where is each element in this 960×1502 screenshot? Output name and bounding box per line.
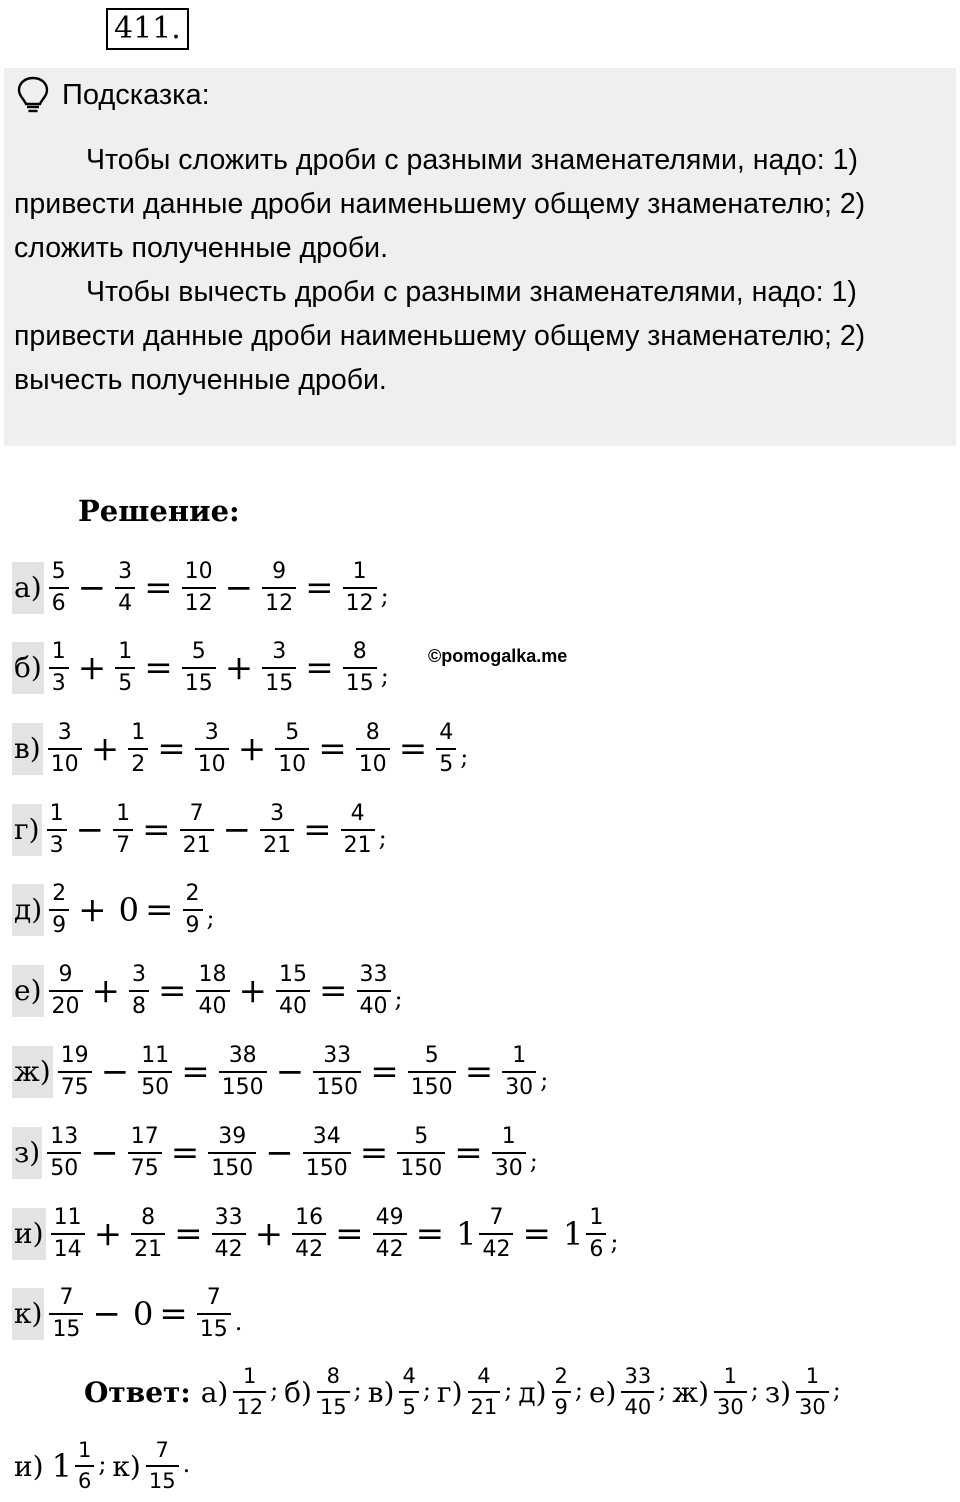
operator: = — [454, 1133, 483, 1173]
numerator: 33 — [323, 1043, 352, 1068]
denominator: 40 — [276, 990, 310, 1020]
operator: = — [415, 1214, 445, 1254]
denominator: 30 — [796, 1391, 829, 1420]
equation-row — [12, 953, 403, 1029]
answer-item — [284, 1364, 362, 1420]
operator: − — [100, 1052, 130, 1092]
numerator: 33 — [624, 1364, 652, 1388]
punctuation: ; — [750, 1376, 759, 1404]
fraction — [262, 639, 296, 697]
fraction — [58, 1043, 92, 1101]
numerator: 3 — [132, 962, 146, 987]
fraction — [373, 1205, 407, 1263]
denominator: 150 — [313, 1071, 361, 1101]
hint-title-text: Подсказка: — [62, 78, 210, 111]
answer-line — [84, 1356, 847, 1428]
item-label: в) — [12, 723, 43, 775]
operator: = — [158, 971, 187, 1011]
answer-item-label: б) — [284, 1375, 312, 1409]
fraction — [586, 1205, 606, 1263]
numerator: 39 — [218, 1124, 247, 1149]
denominator: 2 — [128, 748, 148, 778]
operator: = — [181, 1052, 210, 1092]
denominator: 40 — [357, 990, 391, 1020]
fraction — [357, 962, 391, 1020]
numerator: 7 — [189, 801, 204, 826]
answer-item-label: з) — [764, 1375, 792, 1409]
fraction — [197, 1285, 231, 1343]
answer-item — [112, 1438, 190, 1494]
item-label: г) — [12, 804, 42, 856]
fraction — [408, 1043, 456, 1101]
operator: − — [222, 810, 252, 850]
item-label: д) — [12, 884, 44, 936]
answer-item — [201, 1364, 278, 1420]
denominator: 40 — [621, 1391, 654, 1420]
numerator: 1 — [723, 1364, 738, 1388]
fraction — [138, 1043, 172, 1101]
numerator: 1 — [501, 1124, 516, 1149]
denominator: 42 — [479, 1233, 513, 1263]
answer-item-label: е) — [588, 1375, 617, 1409]
numerator: 19 — [60, 1043, 89, 1068]
denominator: 15 — [197, 1313, 231, 1343]
denominator: 21 — [180, 829, 214, 859]
denominator: 15 — [146, 1465, 179, 1494]
denominator: 40 — [196, 990, 230, 1020]
fraction — [343, 639, 377, 697]
numerator: 1 — [77, 1438, 92, 1462]
answer-item-label: и) — [14, 1449, 44, 1483]
operator: = — [142, 810, 171, 850]
punctuation: ; — [206, 904, 215, 932]
fraction — [714, 1364, 747, 1420]
answer-item-label: д) — [518, 1375, 547, 1409]
operator: + — [254, 1214, 284, 1254]
numerator: 34 — [312, 1124, 341, 1149]
integer: 1 — [562, 1215, 584, 1253]
fraction — [468, 1364, 501, 1420]
denominator: 4 — [115, 587, 135, 617]
numerator: 9 — [58, 962, 73, 987]
fraction — [292, 1205, 326, 1263]
fraction — [356, 720, 390, 778]
denominator: 10 — [48, 748, 82, 778]
denominator: 7 — [113, 829, 133, 859]
task-number: 411. — [106, 8, 189, 50]
fraction — [303, 1124, 351, 1182]
numerator: 1 — [512, 1043, 527, 1068]
denominator: 42 — [212, 1233, 246, 1263]
denominator: 12 — [262, 587, 296, 617]
denominator: 12 — [343, 587, 377, 617]
numerator: 49 — [375, 1205, 404, 1230]
operator: = — [359, 1133, 389, 1173]
numerator: 18 — [198, 962, 227, 987]
answer-label: Ответ: — [84, 1375, 191, 1409]
denominator: 6 — [75, 1465, 94, 1494]
denominator: 15 — [262, 667, 296, 697]
fraction — [146, 1438, 179, 1494]
answer-item-label: г) — [436, 1375, 463, 1409]
numerator: 1 — [589, 1205, 604, 1230]
fraction — [115, 559, 135, 617]
answer-item — [589, 1364, 666, 1420]
operator: = — [174, 1214, 203, 1254]
denominator: 150 — [397, 1152, 445, 1182]
operator: − — [90, 1133, 119, 1173]
punctuation: ; — [98, 1450, 107, 1478]
fraction — [219, 1043, 267, 1101]
equation-row — [12, 711, 468, 787]
operator: = — [335, 1214, 364, 1254]
operator: = — [170, 1133, 200, 1173]
fraction — [399, 1364, 418, 1420]
denominator: 21 — [260, 829, 294, 859]
operator: = — [370, 1052, 399, 1092]
fraction — [502, 1043, 536, 1101]
fraction — [479, 1205, 513, 1263]
denominator: 50 — [47, 1152, 81, 1182]
answer-item-label: ж) — [672, 1375, 709, 1409]
numerator: 16 — [295, 1205, 324, 1230]
operator: = — [303, 810, 332, 850]
fraction — [341, 801, 375, 859]
denominator: 14 — [51, 1233, 85, 1263]
denominator: 15 — [343, 667, 377, 697]
equation-row — [12, 1276, 242, 1352]
denominator: 21 — [131, 1233, 165, 1263]
fraction — [196, 962, 230, 1020]
lightbulb-icon — [16, 76, 50, 114]
operator: + — [91, 971, 120, 1011]
operator: − — [75, 810, 105, 850]
operator: + — [238, 971, 267, 1011]
fraction — [180, 801, 214, 859]
fraction — [49, 559, 69, 617]
denominator: 3 — [47, 829, 67, 859]
fraction — [182, 559, 216, 617]
numerator: 11 — [141, 1043, 170, 1068]
operator: = — [319, 971, 348, 1011]
denominator: 30 — [714, 1391, 747, 1420]
watermark: ©pomogalka.me — [428, 646, 568, 666]
fraction — [131, 1205, 165, 1263]
denominator: 15 — [49, 1313, 83, 1343]
fraction — [182, 639, 216, 697]
punctuation: ; — [460, 743, 469, 771]
numerator: 1 — [51, 639, 66, 664]
numerator: 33 — [359, 962, 388, 987]
operator: = — [157, 729, 186, 769]
equation-row — [12, 1196, 618, 1272]
punctuation: ; — [422, 1376, 431, 1404]
fraction — [51, 1205, 85, 1263]
operator: = — [145, 890, 174, 930]
numerator: 38 — [228, 1043, 257, 1068]
numerator: 3 — [270, 801, 285, 826]
operator: + — [78, 890, 107, 930]
numerator: 1 — [243, 1364, 257, 1388]
fraction — [313, 1043, 361, 1101]
answer-item — [672, 1364, 759, 1420]
operator: − — [224, 568, 254, 608]
answer-item — [765, 1364, 841, 1420]
numerator: 2 — [185, 881, 200, 906]
integer: 1 — [456, 1215, 477, 1253]
fraction — [552, 1364, 571, 1420]
fraction — [129, 962, 149, 1020]
numerator: 7 — [155, 1438, 169, 1462]
numerator: 7 — [489, 1205, 504, 1230]
answer-line — [14, 1430, 196, 1502]
item-label: б) — [12, 642, 44, 694]
numerator: 4 — [439, 720, 454, 745]
operator: + — [77, 648, 107, 688]
fraction — [343, 559, 377, 617]
denominator: 30 — [502, 1071, 536, 1101]
fraction — [113, 801, 133, 859]
numerator: 9 — [272, 559, 287, 584]
denominator: 42 — [373, 1233, 407, 1263]
fraction — [195, 720, 229, 778]
operator: = — [159, 1294, 188, 1334]
punctuation: ; — [610, 1228, 619, 1256]
numerator: 5 — [285, 720, 300, 745]
numerator: 1 — [352, 559, 367, 584]
punctuation: ; — [529, 1147, 538, 1175]
operator: = — [144, 568, 173, 608]
denominator: 3 — [49, 667, 69, 697]
numerator: 11 — [53, 1205, 82, 1230]
numerator: 1 — [131, 720, 146, 745]
numerator: 8 — [352, 639, 367, 664]
item-label: и) — [12, 1208, 46, 1260]
operator: = — [398, 729, 428, 769]
denominator: 150 — [219, 1071, 267, 1101]
denominator: 5 — [399, 1391, 418, 1420]
numerator: 5 — [51, 559, 66, 584]
numerator: 8 — [141, 1205, 156, 1230]
operator: = — [144, 648, 173, 688]
denominator: 30 — [492, 1152, 526, 1182]
fraction — [49, 962, 83, 1020]
punctuation: ; — [353, 1376, 362, 1404]
punctuation: ; — [394, 985, 403, 1013]
answer-item-label: а) — [200, 1375, 229, 1409]
punctuation: ; — [658, 1376, 667, 1404]
punctuation: ; — [380, 582, 389, 610]
fraction — [260, 801, 294, 859]
item-label: к) — [12, 1288, 44, 1340]
numerator: 2 — [52, 881, 67, 906]
operator: − — [77, 568, 107, 608]
fraction — [49, 639, 69, 697]
numerator: 5 — [191, 639, 206, 664]
denominator: 21 — [468, 1391, 501, 1420]
denominator: 15 — [182, 667, 216, 697]
numerator: 13 — [50, 1124, 79, 1149]
numerator: 4 — [402, 1364, 416, 1388]
hint-paragraph: Чтобы сложить дроби с разными знаменателями, надо: 1) привести данные дроби наименьшему общему знаменателю; 2) сложить полученные дроби. — [14, 144, 866, 264]
punctuation: ; — [378, 824, 387, 852]
denominator: 12 — [182, 587, 216, 617]
punctuation: . — [234, 1308, 243, 1336]
fraction — [275, 720, 309, 778]
numerator: 8 — [365, 720, 380, 745]
denominator: 20 — [49, 990, 83, 1020]
operator: − — [275, 1052, 305, 1092]
fraction — [128, 1124, 162, 1182]
punctuation: ; — [270, 1376, 279, 1404]
equation-row — [12, 792, 387, 868]
item-label: з) — [12, 1127, 42, 1179]
equation-row — [12, 872, 215, 948]
integer: 0 — [132, 1295, 154, 1333]
denominator: 9 — [49, 909, 69, 939]
fraction — [436, 720, 456, 778]
hint-text — [14, 138, 944, 402]
fraction — [208, 1124, 256, 1182]
numerator: 4 — [350, 801, 365, 826]
fraction — [621, 1364, 654, 1420]
numerator: 2 — [554, 1364, 568, 1388]
denominator: 9 — [552, 1391, 571, 1420]
denominator: 75 — [128, 1152, 162, 1182]
punctuation: . — [182, 1450, 191, 1478]
numerator: 1 — [116, 801, 131, 826]
denominator: 150 — [408, 1071, 456, 1101]
fraction — [796, 1364, 829, 1420]
fraction — [49, 1285, 83, 1343]
numerator: 5 — [414, 1124, 429, 1149]
punctuation: ; — [380, 662, 389, 690]
hint-title — [16, 76, 210, 114]
fraction — [492, 1124, 526, 1182]
integer: 0 — [118, 891, 140, 929]
denominator: 5 — [115, 667, 135, 697]
punctuation: ; — [832, 1376, 841, 1404]
numerator: 33 — [214, 1205, 243, 1230]
denominator: 21 — [341, 829, 375, 859]
fraction — [276, 962, 310, 1020]
fraction — [49, 881, 69, 939]
numerator: 1 — [805, 1364, 820, 1388]
denominator: 75 — [58, 1071, 92, 1101]
item-label: е) — [12, 965, 44, 1017]
fraction — [233, 1364, 266, 1420]
item-label: а) — [12, 562, 44, 614]
item-label: ж) — [12, 1046, 53, 1098]
numerator: 3 — [118, 559, 133, 584]
operator: − — [92, 1294, 121, 1334]
denominator: 6 — [586, 1233, 606, 1263]
denominator: 15 — [317, 1391, 350, 1420]
fraction — [47, 801, 67, 859]
answer-item-label: в) — [367, 1375, 395, 1409]
operator: = — [305, 648, 334, 688]
denominator: 150 — [303, 1152, 351, 1182]
fraction — [183, 881, 203, 939]
answer-item-label: к) — [112, 1449, 141, 1483]
operator: − — [265, 1133, 294, 1173]
punctuation: ; — [504, 1376, 513, 1404]
numerator: 1 — [49, 801, 64, 826]
fraction — [128, 720, 148, 778]
denominator: 12 — [233, 1391, 266, 1420]
equation-row — [12, 1115, 538, 1191]
integer: 1 — [51, 1447, 72, 1485]
answer-item — [368, 1364, 431, 1420]
numerator: 7 — [206, 1285, 221, 1310]
denominator: 10 — [195, 748, 229, 778]
operator: = — [305, 568, 334, 608]
operator: = — [318, 729, 347, 769]
operator: + — [224, 648, 254, 688]
numerator: 5 — [424, 1043, 439, 1068]
numerator: 3 — [272, 639, 287, 664]
operator: + — [90, 729, 120, 769]
numerator: 3 — [204, 720, 219, 745]
denominator: 150 — [208, 1152, 256, 1182]
numerator: 10 — [184, 559, 213, 584]
numerator: 8 — [326, 1364, 340, 1388]
numerator: 3 — [57, 720, 72, 745]
answer-item — [518, 1364, 583, 1420]
denominator: 8 — [129, 990, 149, 1020]
denominator: 42 — [292, 1233, 326, 1263]
fraction — [317, 1364, 350, 1420]
operator: + — [93, 1214, 123, 1254]
denominator: 5 — [436, 748, 456, 778]
fraction — [47, 1124, 81, 1182]
operator: = — [464, 1052, 494, 1092]
denominator: 10 — [275, 748, 309, 778]
denominator: 10 — [356, 748, 390, 778]
fraction — [262, 559, 296, 617]
punctuation: ; — [540, 1066, 549, 1094]
numerator: 15 — [279, 962, 307, 987]
denominator: 50 — [138, 1071, 172, 1101]
fraction — [75, 1438, 94, 1494]
answer-item — [437, 1364, 512, 1420]
equation-row — [12, 630, 389, 706]
operator: + — [237, 729, 267, 769]
denominator: 9 — [183, 909, 203, 939]
operator: = — [522, 1214, 551, 1254]
solution-title: Решение: — [78, 494, 240, 528]
fraction — [397, 1124, 445, 1182]
answer-item — [14, 1438, 106, 1494]
fraction — [212, 1205, 246, 1263]
punctuation: ; — [574, 1376, 583, 1404]
fraction — [115, 639, 135, 697]
numerator: 1 — [118, 639, 133, 664]
hint-paragraph: Чтобы вычесть дроби с разными знаменателями, надо: 1) привести данные дроби наименьшему общему знаменателю; 2) вычесть полученные дроби. — [14, 276, 866, 396]
denominator: 6 — [49, 587, 69, 617]
fraction — [48, 720, 82, 778]
numerator: 17 — [130, 1124, 159, 1149]
numerator: 7 — [59, 1285, 74, 1310]
equation-row — [12, 1034, 548, 1110]
numerator: 4 — [477, 1364, 491, 1388]
equation-row — [12, 550, 389, 626]
